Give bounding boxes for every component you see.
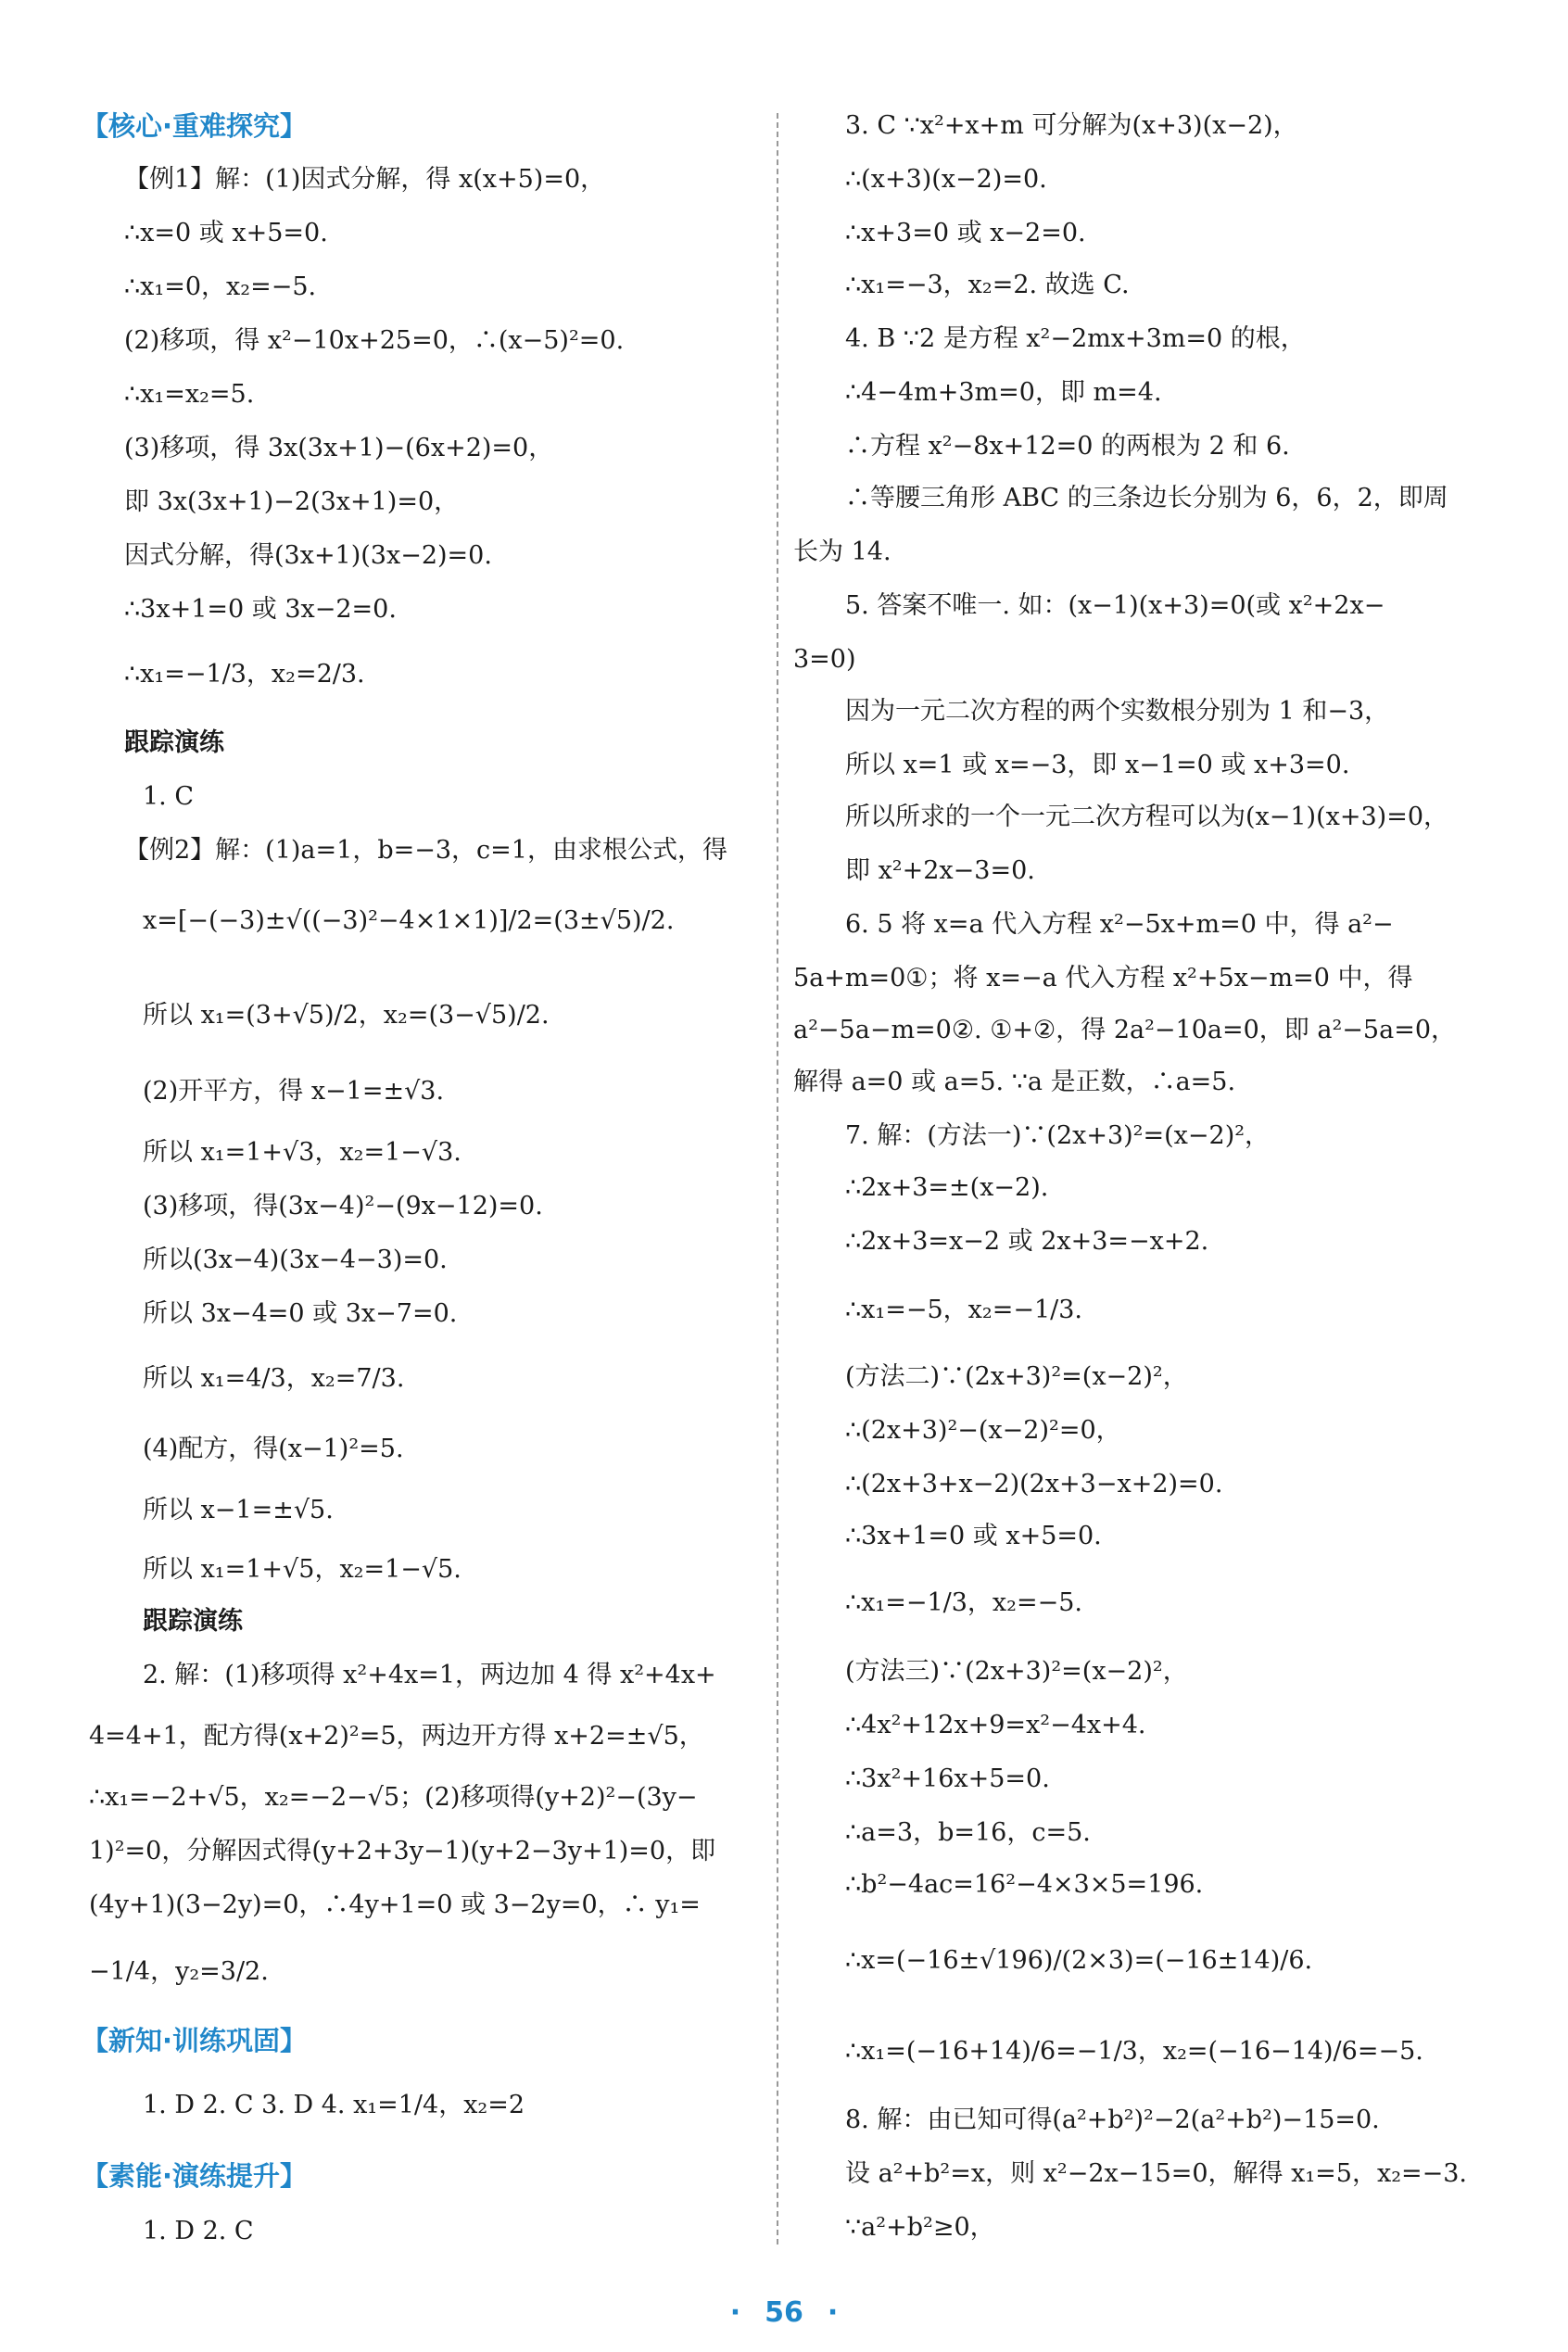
text-line: a²−5a−m=0②. ①+②，得 2a²−10a=0，即 a²−5a=0， [793, 1016, 1457, 1044]
text-line: 3. C ∵x²+x+m 可分解为(x+3)(x−2)， [845, 111, 1298, 140]
bullet-dot: · [729, 2296, 741, 2329]
text-line: ∴x₁=−5，x₂=−1/3. [845, 1296, 1082, 1324]
text-line: 3=0) [793, 645, 856, 674]
text-line: −1/4，y₂=3/2. [89, 1957, 269, 1986]
text-line: (2)移项，得 x²−10x+25=0，∴(x−5)²=0. [124, 326, 625, 355]
text-line: 所以 3x−4=0 或 3x−7=0. [143, 1299, 458, 1328]
page-number [0, 2296, 1568, 2329]
subheading: 跟踪演练 [124, 728, 224, 757]
text-line: ∴x₁=−1/3，x₂=−5. [845, 1588, 1082, 1617]
column-divider [777, 113, 778, 2245]
text-line: 所以 x₁=1+√5，x₂=1−√5. [143, 1555, 462, 1584]
text-line: ∴x=0 或 x+5=0. [124, 219, 328, 247]
text-line: 1. C [143, 782, 195, 811]
text-line: ∴2x+3=x−2 或 2x+3=−x+2. [845, 1227, 1209, 1256]
subheading: 跟踪演练 [143, 1607, 243, 1636]
text-line: ∴(2x+3)²−(x−2)²=0， [845, 1416, 1121, 1445]
text-line: ∴3x+1=0 或 x+5=0. [845, 1522, 1102, 1550]
text-line: x=[−(−3)±√((−3)²−4×1×1)]/2=(3±√5)/2. [143, 906, 675, 935]
section-heading: 【素能·演练提升】 [82, 2160, 308, 2192]
text-line: 2. 解：(1)移项得 x²+4x=1，两边加 4 得 x²+4x+ [143, 1661, 716, 1689]
bullet-dot: · [827, 2296, 839, 2329]
text-line: ∴(2x+3+x−2)(2x+3−x+2)=0. [845, 1470, 1223, 1498]
text-line: 所以(3x−4)(3x−4−3)=0. [143, 1246, 448, 1274]
text-line: 【例2】解：(1)a=1，b=−3，c=1，由求根公式，得 [124, 836, 727, 865]
text-line: 所以 x−1=±√5. [143, 1496, 334, 1524]
text-line: 5. 答案不唯一. 如：(x−1)(x+3)=0(或 x²+2x− [845, 591, 1385, 620]
text-line: 所以 x₁=(3+√5)/2，x₂=(3−√5)/2. [143, 1001, 550, 1030]
text-line: ∴x=(−16±√196)/(2×3)=(−16±14)/6. [845, 1946, 1313, 1975]
text-line: 设 a²+b²=x，则 x²−2x−15=0，解得 x₁=5，x₂=−3. [845, 2159, 1468, 2188]
text-line: (2)开平方，得 x−1=±√3. [143, 1077, 445, 1106]
text-line: ∴a=3，b=16，c=5. [845, 1818, 1091, 1847]
text-line: ∴3x²+16x+5=0. [845, 1764, 1050, 1793]
text-line: 所以所求的一个一元二次方程可以为(x−1)(x+3)=0， [845, 803, 1448, 831]
text-line: 即 3x(3x+1)−2(3x+1)=0， [124, 487, 460, 516]
section-heading: 【核心·重难探究】 [82, 110, 308, 142]
text-line: 所以 x₁=1+√3，x₂=1−√3. [143, 1138, 462, 1167]
text-line: ∴等腰三角形 ABC 的三条边长分别为 6，6，2，即周 [845, 484, 1448, 512]
text-line: 即 x²+2x−3=0. [845, 856, 1035, 885]
text-line: 所以 x=1 或 x=−3，即 x−1=0 或 x+3=0. [845, 751, 1350, 779]
text-line: ∴4x²+12x+9=x²−4x+4. [845, 1711, 1146, 1739]
text-line: (4)配方，得(x−1)²=5. [143, 1435, 404, 1463]
text-line: ∴2x+3=±(x−2). [845, 1173, 1049, 1202]
text-line: 7. 解：(方法一)∵(2x+3)²=(x−2)²， [845, 1121, 1271, 1150]
text-line: ∴方程 x²−8x+12=0 的两根为 2 和 6. [845, 432, 1290, 461]
text-line: 1. D 2. C [143, 2217, 254, 2245]
text-line: 因式分解，得(3x+1)(3x−2)=0. [124, 541, 492, 570]
text-line: ∴(x+3)(x−2)=0. [845, 165, 1047, 194]
text-line: ∴x₁=0，x₂=−5. [124, 272, 317, 301]
text-line: (4y+1)(3−2y)=0，∴4y+1=0 或 3−2y=0，∴ y₁= [89, 1890, 701, 1919]
text-line: 8. 解：由已知可得(a²+b²)²−2(a²+b²)−15=0. [845, 2105, 1380, 2134]
text-line: 解得 a=0 或 a=5. ∵a 是正数，∴a=5. [793, 1068, 1236, 1096]
text-line: ∴x₁=−1/3，x₂=2/3. [124, 660, 365, 689]
section-heading: 【新知·训练巩固】 [82, 2025, 308, 2056]
text-line: ∴3x+1=0 或 3x−2=0. [124, 595, 397, 624]
text-line: (3)移项，得(3x−4)²−(9x−12)=0. [143, 1192, 543, 1220]
text-line: 所以 x₁=4/3，x₂=7/3. [143, 1364, 405, 1393]
text-line: 【例1】解：(1)因式分解，得 x(x+5)=0， [124, 165, 606, 194]
text-line: ∴x₁=x₂=5. [124, 380, 255, 409]
text-line: ∵a²+b²≥0， [845, 2213, 995, 2242]
text-line: (3)移项，得 3x(3x+1)−(6x+2)=0， [124, 434, 554, 462]
text-line: ∴4−4m+3m=0，即 m=4. [845, 378, 1162, 407]
text-line: ∴x₁=−2+√5，x₂=−2−√5；(2)移项得(y+2)²−(3y− [89, 1783, 698, 1812]
text-line: ∴b²−4ac=16²−4×3×5=196. [845, 1870, 1204, 1899]
text-line: (方法三)∵(2x+3)²=(x−2)²， [845, 1657, 1188, 1686]
text-line: 1. D 2. C 3. D 4. x₁=1/4，x₂=2 [143, 2091, 525, 2119]
text-line: ∴x₁=(−16+14)/6=−1/3，x₂=(−16−14)/6=−5. [845, 2037, 1423, 2066]
text-line: 因为一元二次方程的两个实数根分别为 1 和−3， [845, 697, 1390, 726]
text-line: ∴x₁=−3，x₂=2. 故选 C. [845, 271, 1130, 299]
text-line: 4=4+1，配方得(x+2)²=5，两边开方得 x+2=±√5， [89, 1722, 704, 1751]
text-line: 长为 14. [793, 537, 891, 566]
text-line: 1)²=0，分解因式得(y+2+3y−1)(y+2−3y+1)=0，即 [89, 1837, 716, 1865]
text-line: ∴x+3=0 或 x−2=0. [845, 219, 1086, 247]
page-number-value: 56 [765, 2296, 803, 2329]
text-line: (方法二)∵(2x+3)²=(x−2)²， [845, 1362, 1188, 1391]
text-line: 5a+m=0①；将 x=−a 代入方程 x²+5x−m=0 中，得 [793, 964, 1413, 993]
text-line: 4. B ∵2 是方程 x²−2mx+3m=0 的根， [845, 324, 1306, 353]
text-line: 6. 5 将 x=a 代入方程 x²−5x+m=0 中，得 a²− [845, 910, 1394, 939]
